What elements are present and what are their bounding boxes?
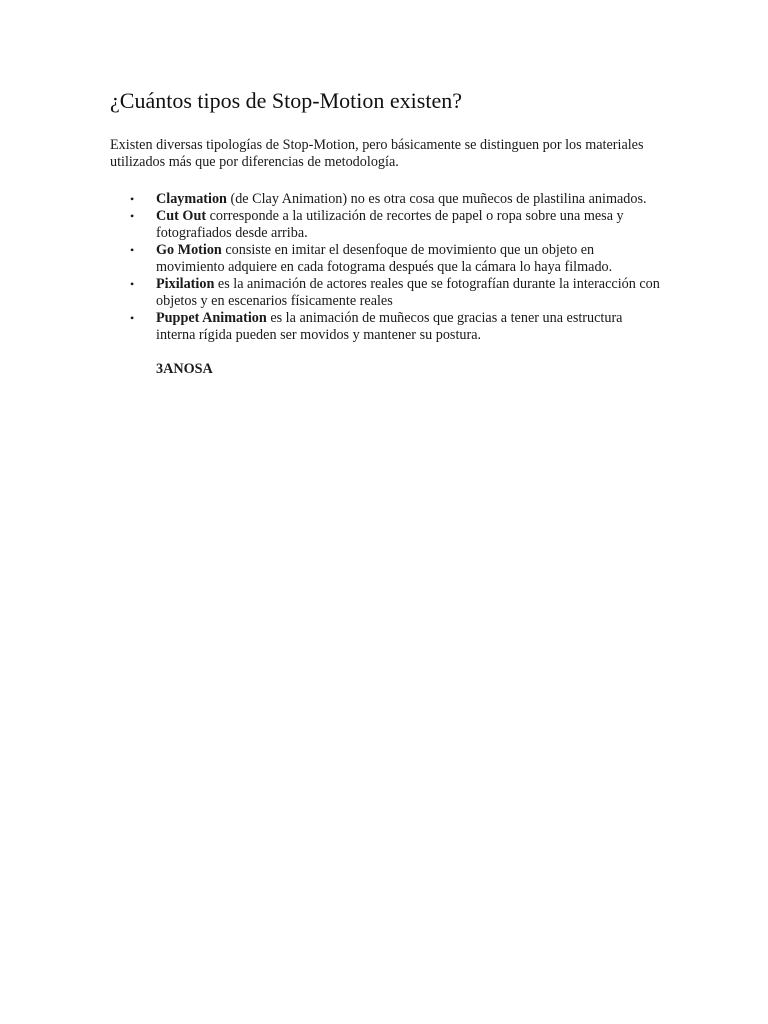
list-item-term: Puppet Animation — [156, 310, 267, 326]
list-item — [130, 242, 662, 276]
list-item — [130, 208, 662, 242]
list-item — [130, 191, 662, 208]
list-item-text: es la animación de muñecos que gracias a tener una estructura interna rígida pueden ser movidos y mantener su postura. — [156, 310, 623, 343]
bullet-icon: • — [130, 311, 135, 325]
list-item-term: Claymation — [156, 191, 227, 207]
author-signature: 3ANOSA — [156, 361, 213, 377]
list-item-term: Go Motion — [156, 242, 222, 258]
list-item-text: (de Clay Animation) no es otra cosa que muñecos de plastilina animados. — [226, 191, 647, 207]
intro-paragraph: Existen diversas tipologías de Stop-Motion, pero básicamente se distinguen por los materiales utilizados más que por diferencias de metodología. — [110, 137, 644, 170]
list-item-term: Pixilation — [156, 276, 215, 292]
stop-motion-types-list — [110, 191, 662, 344]
list-item-text: consiste en imitar el desenfoque de movimiento que un objeto en movimiento adquiere en cada fotograma después que la cámara lo haya filmado. — [156, 242, 613, 275]
bullet-icon: • — [130, 209, 135, 223]
bullet-icon: • — [130, 192, 135, 206]
list-item-text: es la animación de actores reales que se fotografían durante la interacción con objetos y en escenarios físicamente reales — [156, 276, 660, 309]
list-item — [130, 276, 662, 310]
document-body — [110, 86, 662, 378]
page-title: ¿Cuántos tipos de Stop-Motion existen? — [110, 88, 462, 113]
list-item-term: Cut Out — [156, 208, 207, 224]
bullet-icon: • — [130, 277, 135, 291]
bullet-icon: • — [130, 243, 135, 257]
list-item — [130, 310, 662, 344]
list-item-text: corresponde a la utilización de recortes de papel o ropa sobre una mesa y fotografiados desde arriba. — [156, 208, 624, 241]
